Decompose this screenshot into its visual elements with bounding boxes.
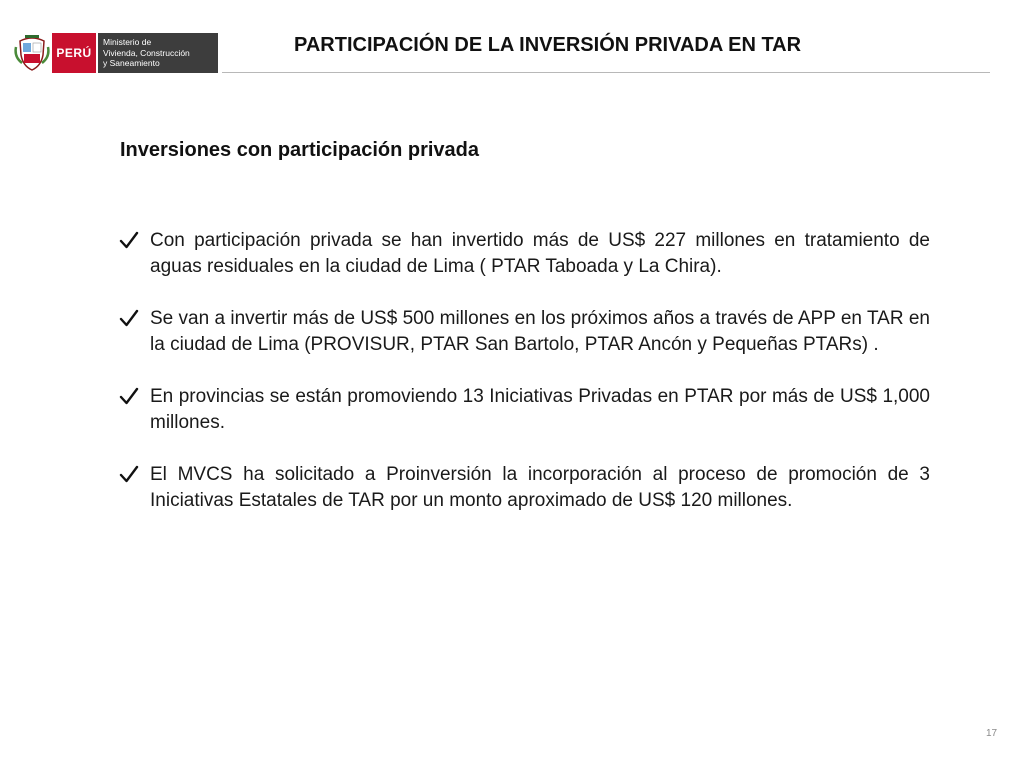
- checkmark-icon: [118, 385, 140, 407]
- slide-header: [0, 0, 1024, 80]
- coat-of-arms-icon: [14, 33, 50, 73]
- header-divider: [222, 72, 990, 73]
- ministry-line-2: Vivienda, Construcción: [103, 47, 190, 58]
- checkmark-icon: [118, 229, 140, 251]
- ministry-name: [98, 33, 218, 73]
- section-subtitle: Inversiones con participación privada: [120, 139, 480, 161]
- bullet-list: [118, 228, 930, 540]
- checkmark-icon: [118, 307, 140, 329]
- bullet-text: En provincias se están promoviendo 13 Iniciativas Privadas en PTAR por más de US$ 1,000 millones.: [150, 386, 930, 433]
- bullet-text: Con participación privada se han invertido más de US$ 227 millones en tratamiento de aguas residuales en la ciudad de Lima ( PTAR Taboada y La Chira).: [150, 230, 930, 277]
- ministry-line-1: Ministerio de: [103, 37, 152, 47]
- list-item: [118, 228, 930, 280]
- peru-label: PERÚ: [52, 33, 96, 73]
- list-item: [118, 384, 930, 436]
- checkmark-icon: [118, 463, 140, 485]
- slide-title: PARTICIPACIÓN DE LA INVERSIÓN PRIVADA EN TAR: [294, 34, 802, 56]
- bullet-text: Se van a invertir más de US$ 500 millones en los próximos años a través de APP en TAR en la ciudad de Lima (PROVISUR, PTAR San Bartolo, PTAR Ancón y Pequeñas PTARs) .: [150, 308, 930, 355]
- ministry-logo: [14, 33, 218, 73]
- page-number: 17: [986, 728, 998, 739]
- list-item: [118, 306, 930, 358]
- ministry-line-3: y Saneamiento: [103, 58, 160, 68]
- list-item: [118, 462, 930, 514]
- bullet-text: El MVCS ha solicitado a Proinversión la incorporación al proceso de promoción de 3 Iniciativas Estatales de TAR por un monto aproximado de US$ 120 millones.: [150, 464, 930, 511]
